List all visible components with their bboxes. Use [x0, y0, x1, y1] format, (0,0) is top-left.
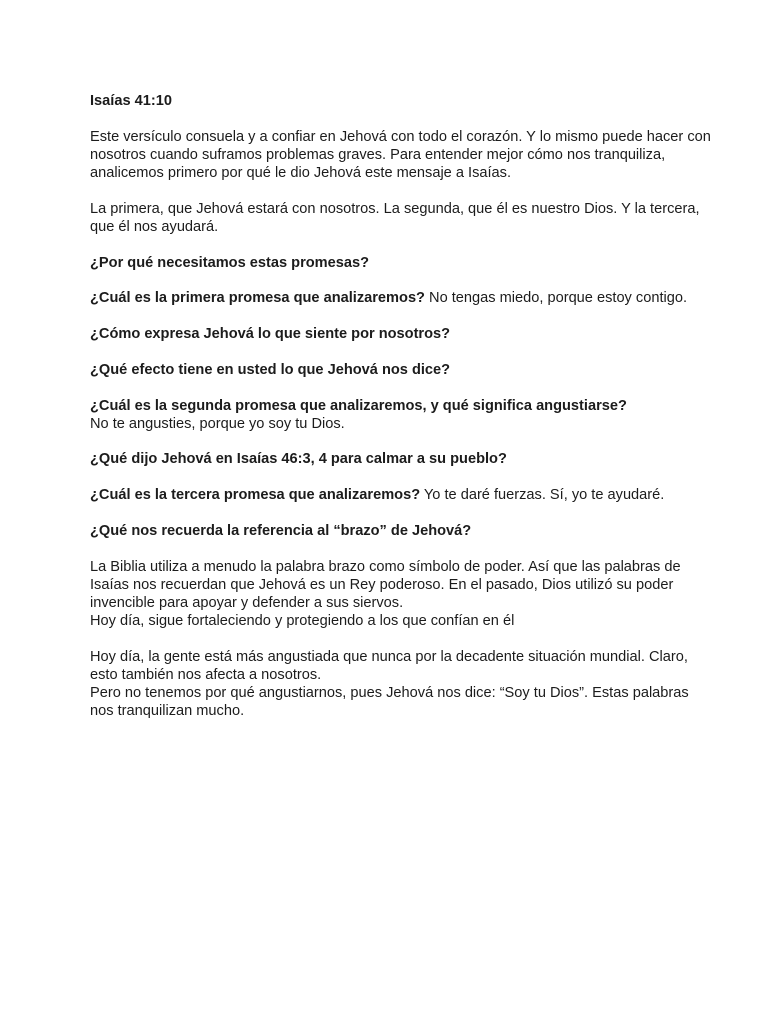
question-effect: ¿Qué efecto tiene en usted lo que Jehová nos dice?	[90, 361, 451, 378]
answer-first-promise: No tengas miedo, porque estoy contigo.	[424, 290, 688, 307]
arm-explanation-text: La Biblia utiliza a menudo la palabra brazo como símbolo de poder. Así que las palabras de Isaías nos recuerdan que Jehová es un Rey poderoso. En el pasado, Dios utilizó su poder invencible para apoyar y defender a sus siervos.	[90, 558, 681, 611]
arm-explanation-paragraph	[90, 558, 715, 631]
question-first-promise-block	[90, 289, 715, 307]
closing-conclusion: Pero no tenemos por qué angustiarnos, pues Jehová nos dice: “Soy tu Dios”. Estas palabras nos tranquilizan mucho.	[90, 685, 689, 720]
question-second-promise: ¿Cuál es la segunda promesa que analizaremos, y qué significa angustiarse?	[90, 397, 627, 414]
document-title: Isaías 41:10	[90, 93, 172, 109]
closing-text: Hoy día, la gente está más angustiada que nunca por la decadente situación mundial. Claro, esto también nos afecta a nosotros.	[90, 648, 688, 684]
closing-paragraph	[90, 648, 715, 721]
answer-third-promise: Yo te daré fuerzas. Sí, yo te ayudaré.	[420, 487, 665, 504]
question-second-promise-block	[90, 397, 715, 433]
answer-second-promise: No te angusties, porque yo soy tu Dios.	[90, 415, 345, 432]
intro-paragraph: Este versículo consuela y a confiar en Jehová con todo el corazón. Y lo mismo puede hacer con nosotros cuando suframos problemas graves. Para entender mejor cómo nos tranquiliza, analicemos primero por qué le dio Jehová este mensaje a Isaías.	[90, 128, 711, 182]
question-third-promise-block	[90, 486, 715, 504]
arm-explanation-today: Hoy día, sigue fortaleciendo y protegiendo a los que confían en él	[90, 613, 515, 630]
question-why-promises: ¿Por qué necesitamos estas promesas?	[90, 254, 370, 271]
document-page	[90, 92, 715, 738]
question-third-promise: ¿Cuál es la tercera promesa que analizaremos?	[90, 487, 421, 504]
question-arm-reference: ¿Qué nos recuerda la referencia al “brazo” de Jehová?	[90, 522, 472, 539]
promises-paragraph: La primera, que Jehová estará con nosotros. La segunda, que él es nuestro Dios. Y la tercera, que él nos ayudará.	[90, 200, 700, 236]
question-how-expresses: ¿Cómo expresa Jehová lo que siente por nosotros?	[90, 326, 451, 343]
question-first-promise: ¿Cuál es la primera promesa que analizaremos?	[90, 290, 425, 307]
question-isaiah-46: ¿Qué dijo Jehová en Isaías 46:3, 4 para calmar a su pueblo?	[90, 451, 507, 468]
